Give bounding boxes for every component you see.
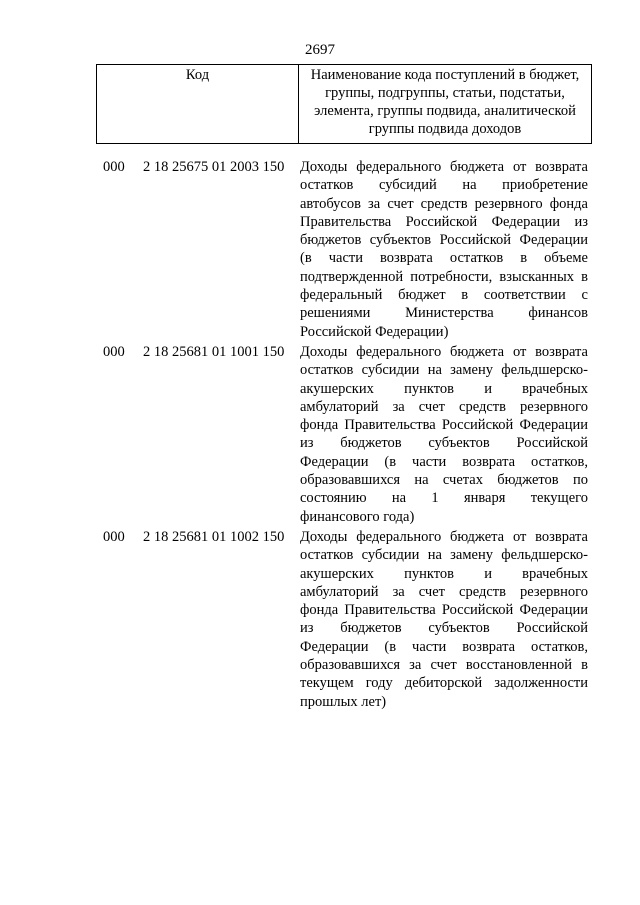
- entry-description-line: из бюджетов субъектов Российской: [300, 435, 588, 452]
- entry-admin-code: 000: [103, 529, 125, 545]
- entry-description-line: Правительства Российской Федерации из: [300, 213, 588, 230]
- entry-description-line: акушерских пунктов и врачебных: [300, 565, 588, 582]
- entry-description-line: остатков субсидий на приобретение: [300, 177, 588, 194]
- entry-description-line: образовавшихся на счетах бюджетов по: [300, 472, 588, 489]
- entry-description-line: (в части возврата остатков в объеме: [300, 250, 588, 267]
- entry-description-line: решениями Министерства финансов: [300, 305, 588, 322]
- entry-revenue-code: 2 18 25681 01 1001 150: [143, 344, 285, 360]
- header-name-cell: [299, 65, 591, 143]
- entry-description-line: Федерации (в части возврата остатков,: [300, 453, 588, 470]
- entry-revenue-code: 2 18 25681 01 1002 150: [143, 529, 285, 545]
- entry-description-line: бюджетов субъектов Российской Федерации: [300, 232, 588, 249]
- entry-description-line: текущем году дебиторской задолженности: [300, 675, 588, 692]
- entry-description: [300, 343, 588, 526]
- entry-admin-code: 000: [103, 344, 125, 360]
- entry-description-line: остатков субсидии на замену фельдшерско-: [300, 547, 588, 564]
- header-name-line: группы подвида доходов: [368, 121, 522, 137]
- entry-description: [300, 158, 588, 341]
- page-number: 2697: [305, 42, 335, 58]
- entry-description-line: образовавшихся за счет восстановленной в: [300, 657, 588, 674]
- entry-description-line: Доходы федерального бюджета от возврата: [300, 529, 588, 545]
- entry-description-line: Доходы федерального бюджета от возврата: [300, 159, 588, 175]
- entry-description-line: подтвержденной потребности, взысканных в: [300, 268, 588, 285]
- entry-description-line: состоянию на 1 января текущего: [300, 490, 588, 507]
- entry-description-line: финансового года): [300, 508, 415, 525]
- entry-description-line: акушерских пунктов и врачебных: [300, 380, 588, 397]
- entry-description-line: автобусов за счет средств резервного фонда: [300, 195, 588, 212]
- entry-description-line: прошлых лет): [300, 693, 387, 710]
- entry-description-line: фонда Правительства Российской Федерации: [300, 417, 588, 434]
- header-name-line: Наименование кода поступлений в бюджет,: [310, 67, 580, 83]
- entry-admin-code: 000: [103, 159, 125, 175]
- entry-description-line: из бюджетов субъектов Российской: [300, 620, 588, 637]
- entry-description-line: Доходы федерального бюджета от возврата: [300, 344, 588, 360]
- entry-description-line: амбулаторий за счет средств резервного: [300, 398, 588, 415]
- entry-description-line: федеральный бюджет в соответствии с: [300, 287, 588, 304]
- entry-description-line: амбулаторий за счет средств резервного: [300, 583, 588, 600]
- entry-description-line: фонда Правительства Российской Федерации: [300, 602, 588, 619]
- entry-revenue-code: 2 18 25675 01 2003 150: [143, 159, 285, 175]
- header-table: [96, 64, 592, 144]
- header-name-line: элемента, группы подвида, аналитической: [314, 103, 576, 119]
- entry-description: [300, 528, 588, 711]
- header-code-cell: Код: [97, 65, 299, 143]
- entry-description-line: Российской Федерации): [300, 323, 449, 340]
- header-name-line: группы, подгруппы, статьи, подстатьи,: [325, 85, 565, 101]
- entry-description-line: остатков субсидии на замену фельдшерско-: [300, 362, 588, 379]
- entry-description-line: Федерации (в части возврата остатков,: [300, 638, 588, 655]
